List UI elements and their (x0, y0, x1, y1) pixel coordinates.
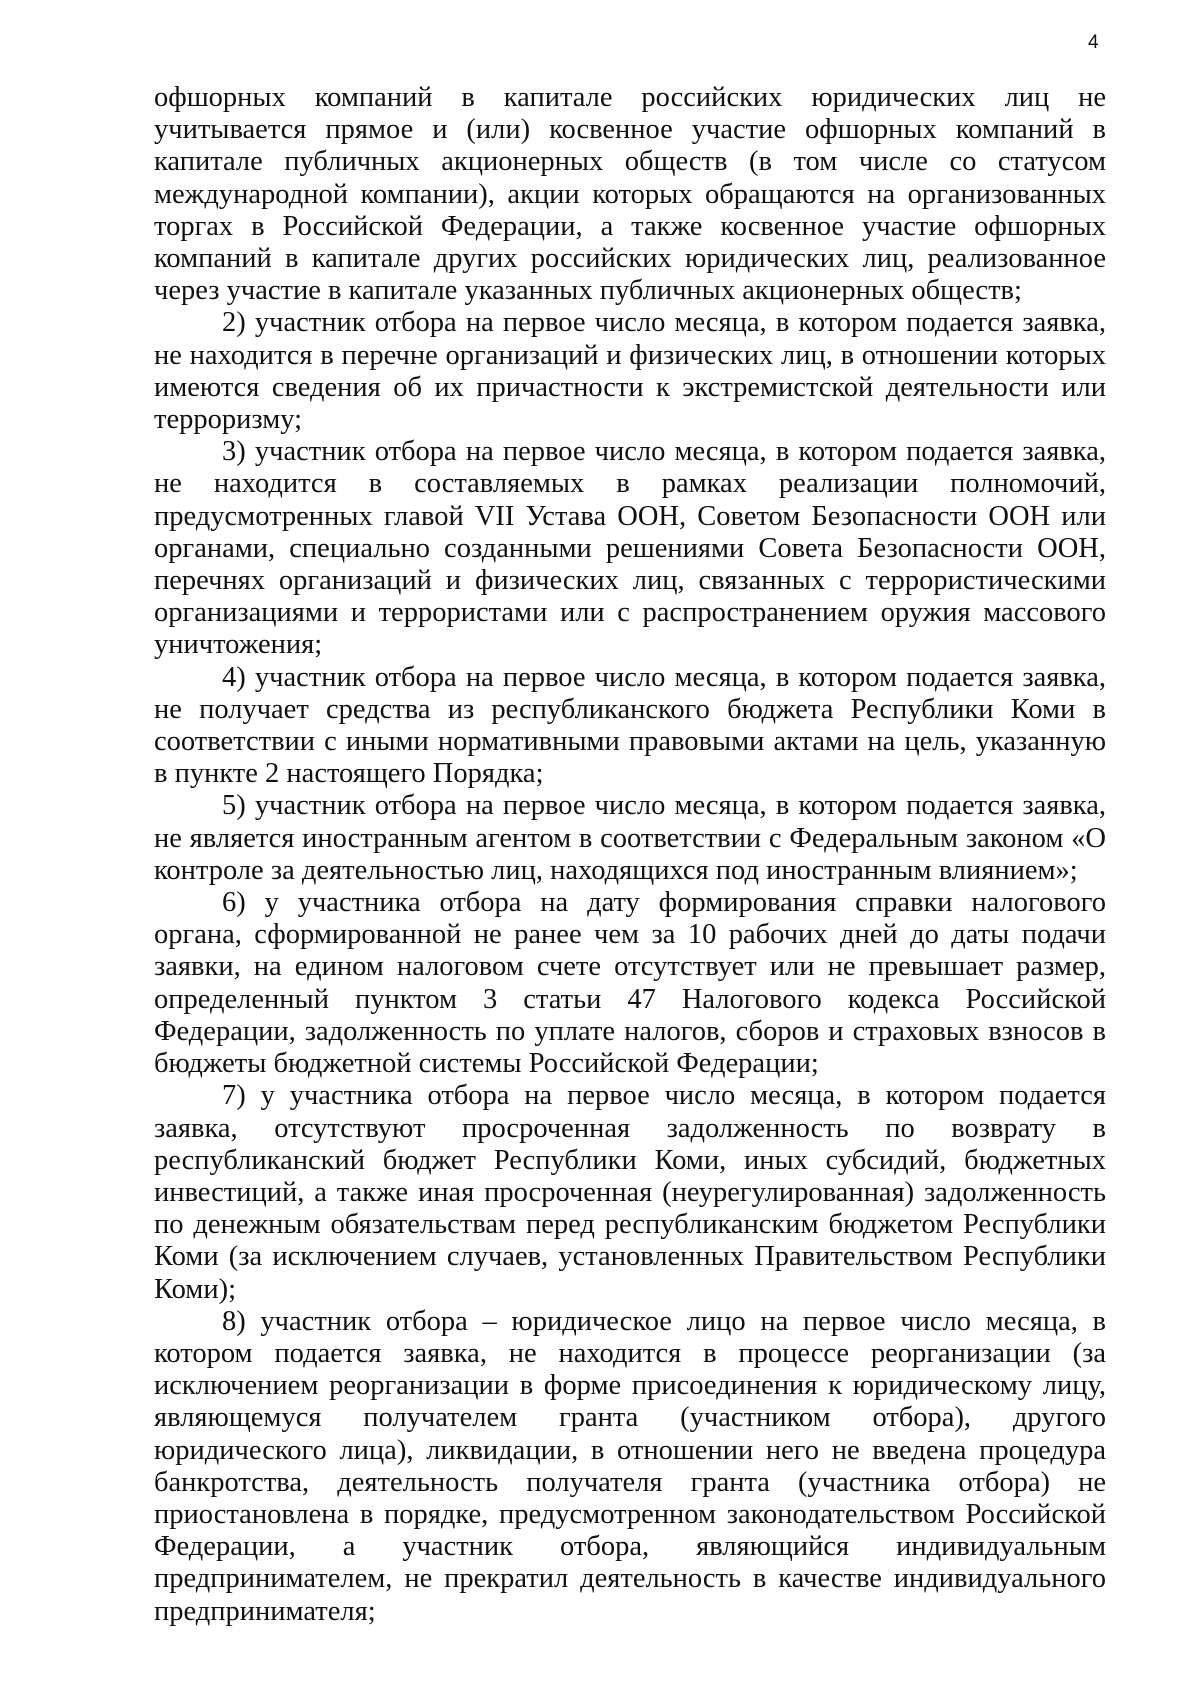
paragraph-item-6: 6) у участника отбора на дату формирования справки налогового органа, сформированной не ранее чем за 10 рабочих дней до даты подачи заявки, на едином налоговом счете отсутствует или не превышает размер, определенный пунктом 3 статьи 47 Налогового кодекса Российской Федерации, задолженность по уплате налогов, сборов и страховых взносов в бюджеты бюджетной системы Российской Федерации; (154, 887, 1106, 1080)
paragraph-item-3: 3) участник отбора на первое число месяца, в котором подается заявка, не находится в составляемых в рамках реализации полномочий, предусмотренных главой VII Устава ООН, Советом Безопасности ООН или органами, специально созданными решениями Совета Безопасности ООН, перечнях организаций и физических лиц, связанных с террористическими организациями и террористами или с распространением оружия массового уничтожения; (154, 436, 1106, 661)
paragraph-item-2: 2) участник отбора на первое число месяца, в котором подается заявка, не находится в перечне организаций и физических лиц, в отношении которых имеются сведения об их причастности к экстремистской деятельности или терроризму; (154, 307, 1106, 436)
paragraph-item-5: 5) участник отбора на первое число месяца, в котором подается заявка, не является иностранным агентом в соответствии с Федеральным законом «О контроле за деятельностью лиц, находящихся под иностранным влиянием»; (154, 790, 1106, 886)
paragraph-continuation: офшорных компаний в капитале российских юридических лиц не учитывается прямое и (или) косвенное участие офшорных компаний в капитале публичных акционерных обществ (в том числе со статусом международной компании), акции которых обращаются на организованных торгах в Российской Федерации, а также косвенное участие офшорных компаний в капитале других российских юридических лиц, реализованное через участие в капитале указанных публичных акционерных обществ; (154, 82, 1106, 307)
document-body (154, 82, 1106, 1628)
paragraph-item-4: 4) участник отбора на первое число месяца, в котором подается заявка, не получает средства из республиканского бюджета Республики Коми в соответствии с иными нормативными правовыми актами на цель, указанную в пункте 2 настоящего Порядка; (154, 661, 1106, 790)
paragraph-item-8: 8) участник отбора – юридическое лицо на первое число месяца, в котором подается заявка, не находится в процессе реорганизации (за исключением реорганизации в форме присоединения к юридическому лицу, являющемуся получателем гранта (участником отбора), другого юридического лица), ликвидации, в отношении него не введена процедура банкротства, деятельность получателя гранта (участника отбора) не приостановлена в порядке, предусмотренном законодательством Российской Федерации, а участник отбора, являющийся индивидуальным предпринимателем, не прекратил деятельность в качестве индивидуального предпринимателя; (154, 1305, 1106, 1627)
paragraph-item-7: 7) у участника отбора на первое число месяца, в котором подается заявка, отсутствуют просроченная задолженность по возврату в республиканский бюджет Республики Коми, иных субсидий, бюджетных инвестиций, а также иная просроченная (неурегулированная) задолженность по денежным обязательствам перед республиканским бюджетом Республики Коми (за исключением случаев, установленных Правительством Республики Коми); (154, 1080, 1106, 1305)
page-number: 4 (1088, 32, 1099, 53)
